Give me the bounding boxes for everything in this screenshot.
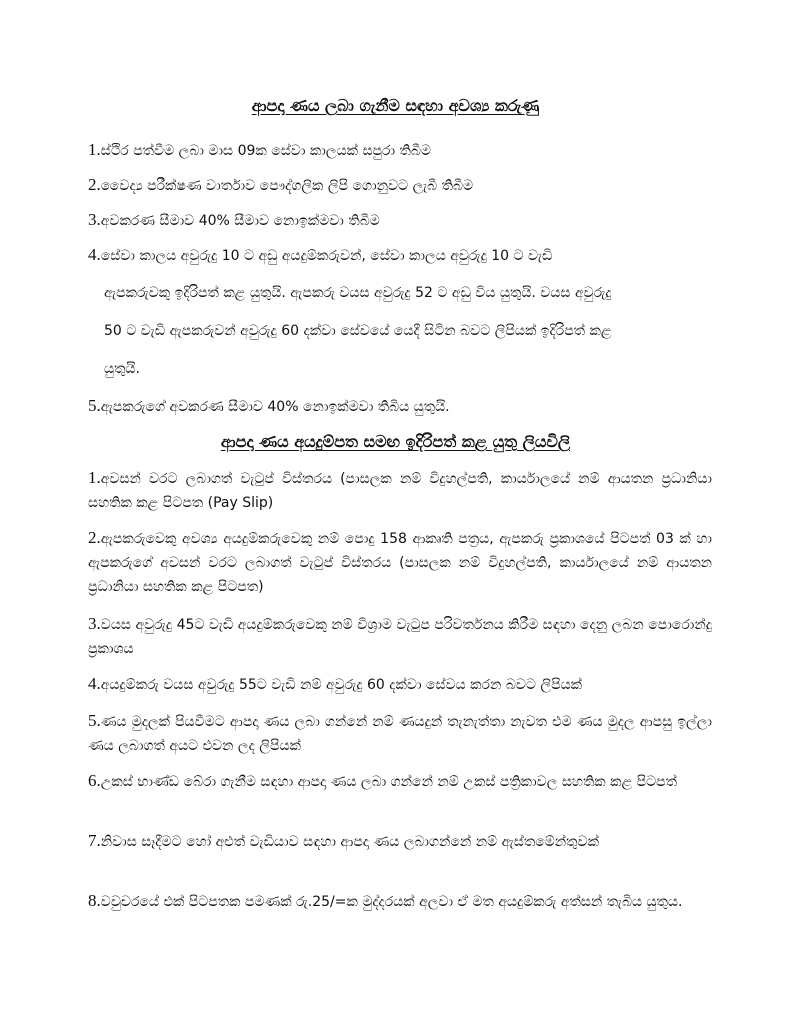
document-item bbox=[88, 769, 712, 794]
document-item bbox=[88, 829, 712, 854]
item-text: අවසන් වරට ලබාගත් වැටුප් විස්තරය (පාසලක නම් විදුහල්පති, කාර්යාලයේ නම් ආයතන ප්‍රධානියා සහතික කළ පිටපත (Pay Slip) bbox=[88, 471, 712, 511]
item-number: 3. bbox=[88, 614, 101, 633]
requirement-item bbox=[88, 135, 712, 166]
item-text: වයස අවුරුදු 45ට වැඩි අයදුම්කරුවෙකු නම් විශ්‍රාම වැටුප පරිවර්තනය කිරීම සඳහා දෙනු ලබන පොරොන්දු ප්‍රකාශය bbox=[88, 617, 712, 657]
item-number: 1. bbox=[88, 140, 101, 159]
requirement-item-continuation bbox=[104, 278, 714, 308]
document-item bbox=[88, 889, 712, 914]
item-number: 1. bbox=[88, 468, 101, 487]
document-item bbox=[88, 526, 712, 599]
requirement-item bbox=[88, 205, 712, 236]
item-text: වවුචරයේ එක් පිටපතක පමණක් රු.25/=ක මුද්දරයක් අලවා ඒ මත අයදුම්කරු අත්සන් තැබිය යුතුය. bbox=[100, 894, 683, 910]
item-text: 50 ට වැඩි ඇපකරුවන් අවුරුදු 60 දක්වා සේවයේ යෙදී සිටින බවට ලිපියක් ඉදිරිපත් කළ bbox=[104, 323, 612, 339]
item-number: 2. bbox=[88, 175, 101, 194]
document-item bbox=[88, 466, 712, 515]
item-number: 7. bbox=[88, 831, 101, 850]
item-text: සේවා කාලය අවුරුදු 10 ට අඩු අයදුම්කරුවන්, සේවා කාලය අවුරුදු 10 ට වැඩි bbox=[100, 248, 553, 264]
requirement-item-continuation bbox=[104, 316, 714, 346]
item-number: 2. bbox=[88, 528, 101, 547]
requirement-item bbox=[88, 240, 712, 271]
document-item bbox=[88, 612, 712, 661]
document-item bbox=[88, 709, 712, 758]
item-number: 6. bbox=[88, 771, 101, 790]
requirement-item bbox=[88, 170, 712, 201]
section1-heading: ආපදා ණය ලබා ගැනීම සඳහා අවශ්‍ය කරුණු bbox=[251, 96, 540, 115]
requirement-item bbox=[88, 391, 712, 422]
item-text: ඇපකරුගේ අවකරණ සීමාව 40% නොඉක්මවා තිබිය යුතුයි. bbox=[100, 399, 450, 415]
item-text: යුතුයි. bbox=[104, 361, 140, 377]
item-text: ස්ථිර පත්වීම ලබා මාස 09ක සේවා කාලයක් සපුරා තිබීම bbox=[100, 143, 431, 159]
item-text: නිවාස සෑදීමට හෝ අළුත් වැඩියාව සඳහා ආපදා ණය ලබාගන්නේ නම් ඇස්තමේන්තුවක් bbox=[100, 834, 599, 850]
item-text: ඇපකරුවකු ඉදිරිපත් කළ යුතුයි. ඇපකරු වයස අවුරුදු 52 ට අඩු විය යුතුයි. වයස අවුරුදු bbox=[104, 285, 612, 301]
requirement-item-continuation bbox=[104, 354, 714, 384]
item-text: උකස් භාණ්ඩ බේරා ගැනීම සඳහා ආපදා ණය ලබා ගන්නේ නම් උකස් පත්‍රිකාවල සහතික කළ පිටපත් bbox=[100, 774, 678, 790]
item-text: ඇපකරුවෙකු අවශ්‍ය අයදුම්කරුවෙකු නම් පොදු 158 ආකෘති පත්‍රය, ඇපකරු ප්‍රකාශයේ පිටපත් 03 ක් හා ඇපකරුගේ අවසන් වරට ලබාගත් වැටුප් විස්තරය (පාසලක නම් විදුහල්පති, කාර්යාලයේ නම් ආයතන ප්‍රධානියා සහතික කළ පිටපත) bbox=[88, 531, 712, 595]
item-number: 8. bbox=[88, 891, 101, 910]
section2-heading: ආපදා ණය අයදුම්පත සමඟ ඉදිරිපත් කළ යුතු ලියවිලි bbox=[220, 432, 571, 451]
item-number: 4. bbox=[88, 674, 101, 693]
item-text: වෛද්‍ය පරීක්ෂණ වාර්තාව පෞද්ගලික ලිපි ගොනුවට ලැබී තිබීම bbox=[100, 178, 474, 194]
item-number: 3. bbox=[88, 210, 101, 229]
item-text: ණය මුදලක් පියවීමට ආපදා ණය ලබා ගන්නේ නම් ණයදුන් තැනැත්තා නැවත එම ණය මුදල ආපසු ඉල්ලා ණය ලබාගත් අයට එවන ලද ලිපියක් bbox=[88, 714, 712, 754]
item-text: අයදුම්කරු වයස අවුරුදු 55ට වැඩි නම් අවුරුදු 60 දක්වා සේවය කරන බවට ලිපියක් bbox=[100, 677, 583, 693]
item-number: 4. bbox=[88, 245, 101, 264]
item-number: 5. bbox=[88, 711, 101, 730]
item-number: 5. bbox=[88, 396, 101, 415]
item-text: අවකරණ සීමාව 40% සීමාව නොඉක්මවා තිබීම bbox=[100, 213, 380, 229]
document-item bbox=[88, 672, 712, 697]
